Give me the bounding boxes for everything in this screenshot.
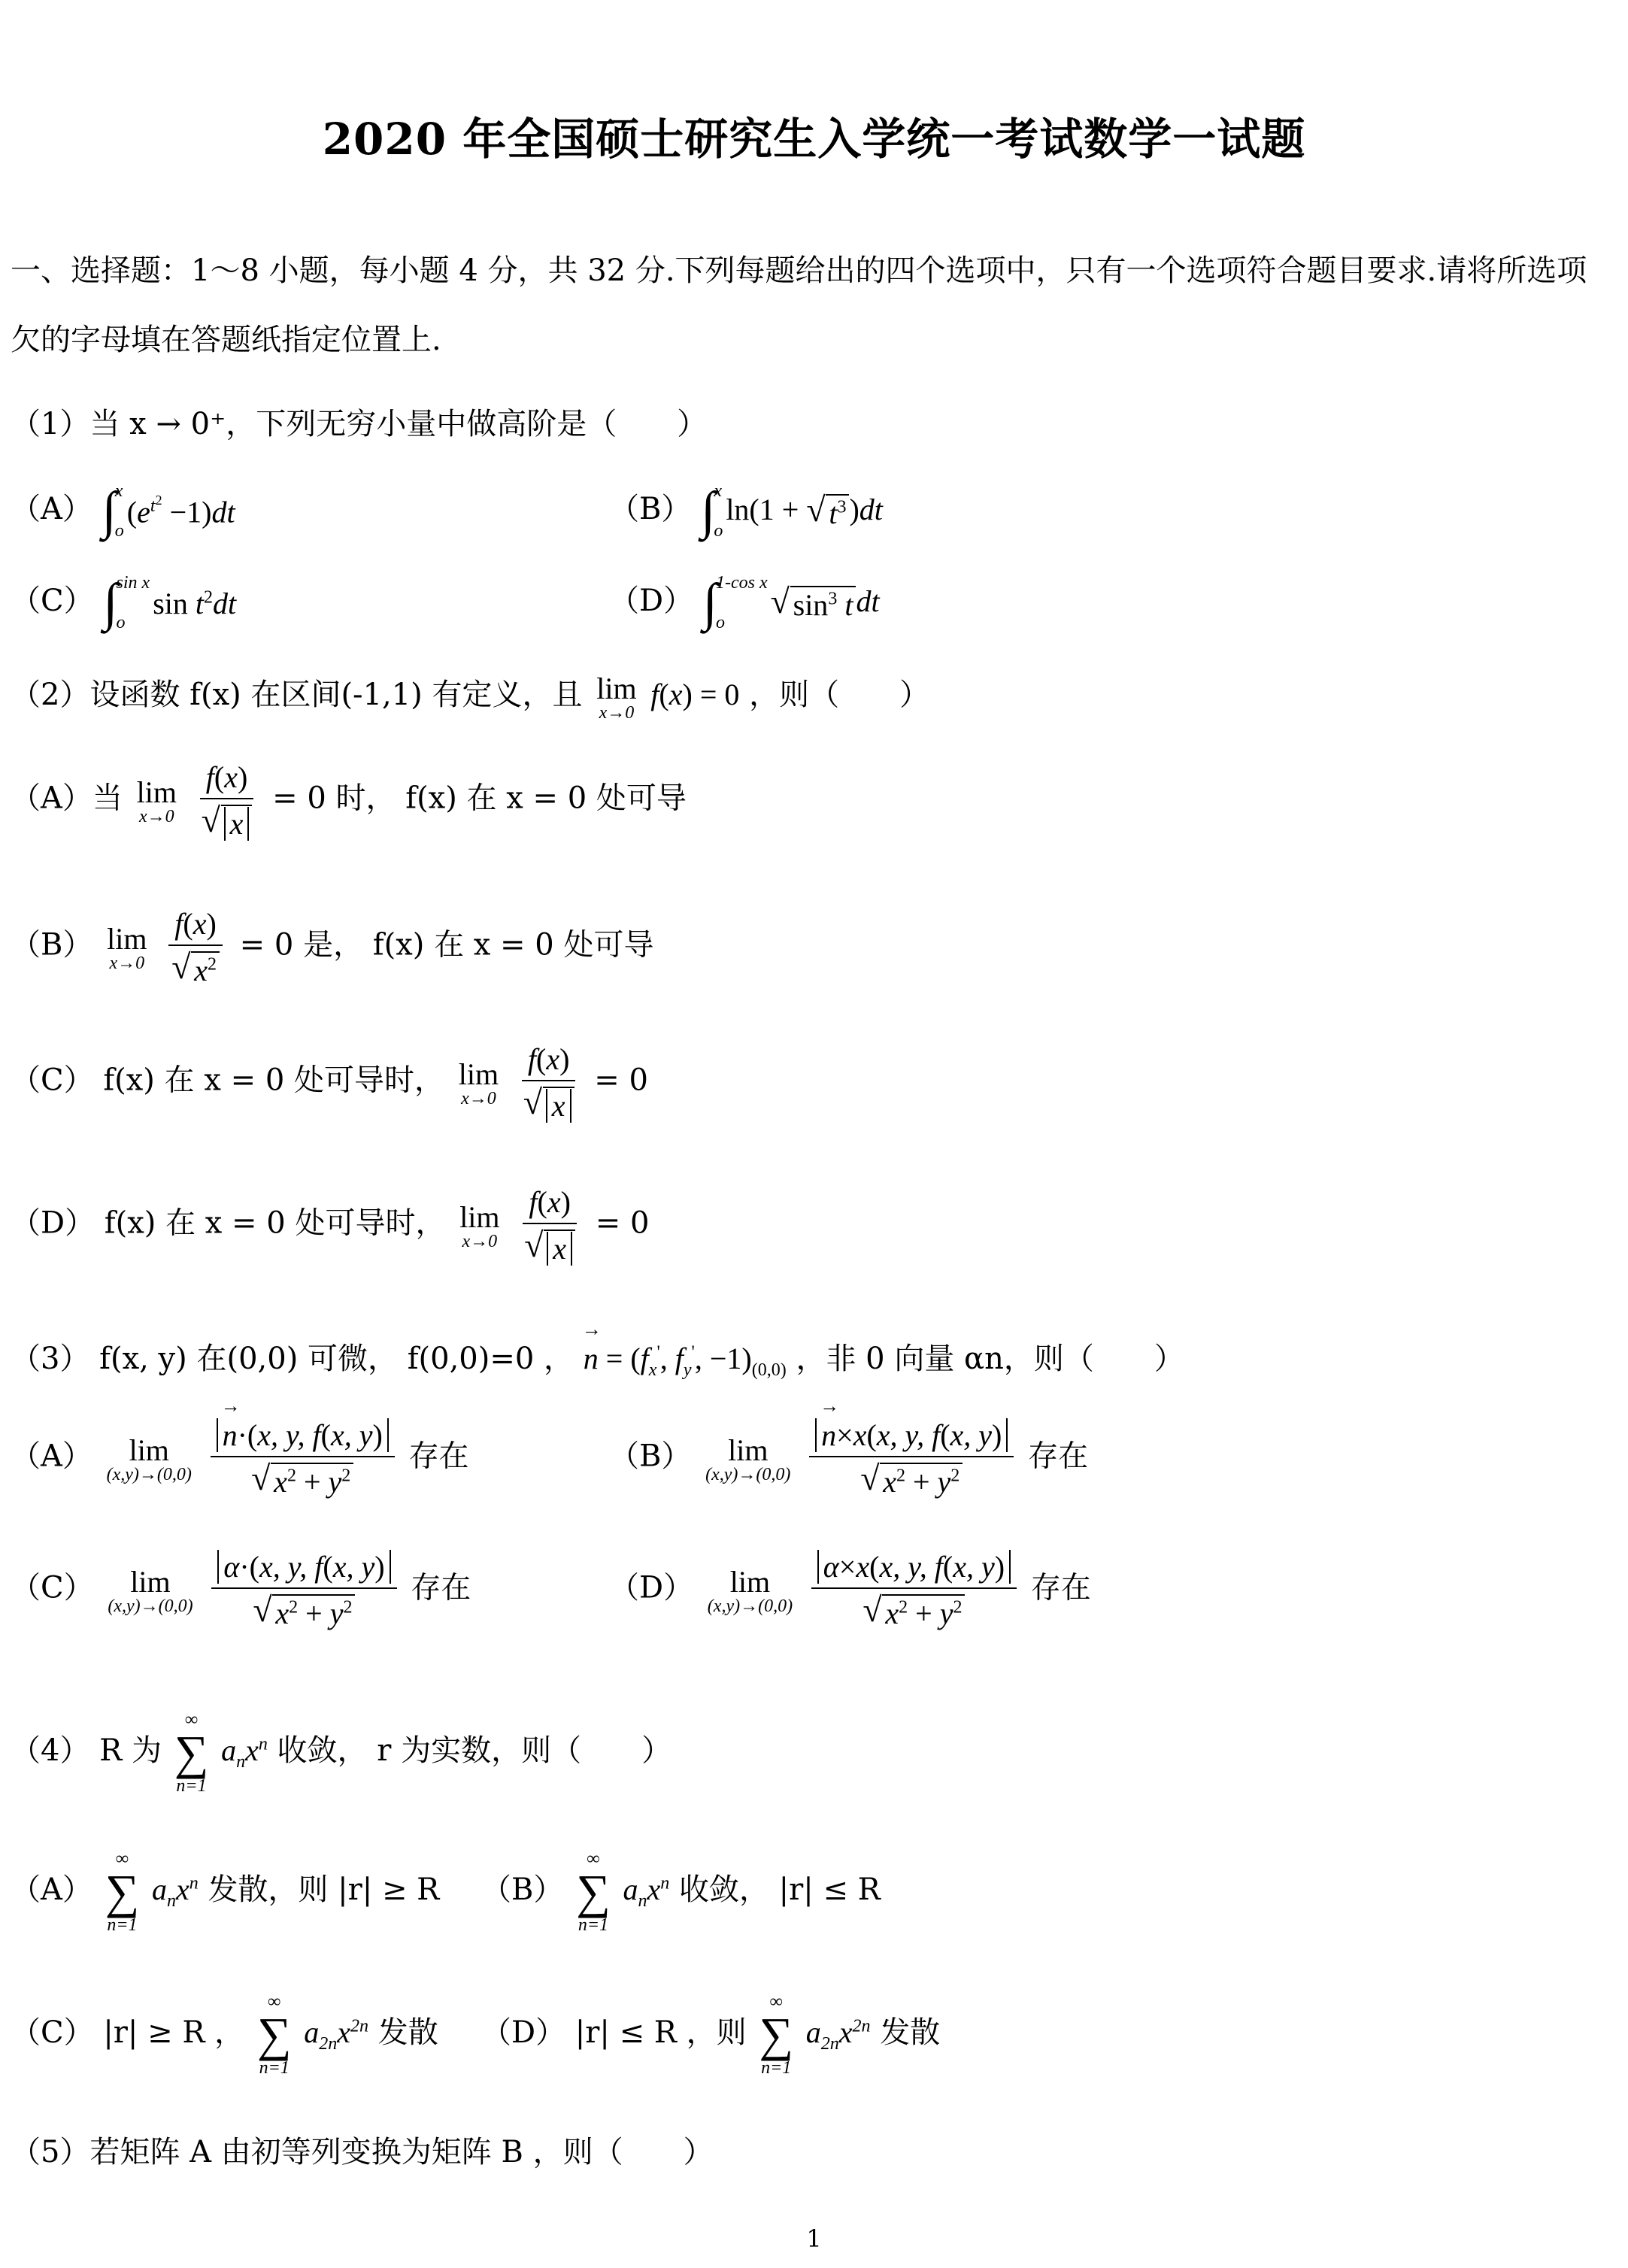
q1-a-formula: ∫ x o $(e^{t^2} -1)dt$ (102, 481, 235, 541)
page-title: 2020 年全国硕士研究生入学统一考试数学一试题 (322, 114, 1306, 165)
q1-c-label: （C） (11, 584, 94, 618)
q1-option-d (609, 573, 880, 633)
section-heading-line1: 一、选择题：1～8 小题，每小题 4 分，共 32 分.下列每题给出的四个选项中，只有一个选项符合题目要求.请将所选项 (11, 253, 1587, 288)
q1-stem: （1）当 x → 0⁺，下列无穷小量中做高阶是（ ） (11, 407, 708, 441)
q3-option-a: （A） lim (x,y)→(0,0) → n·(x, y, f(x, y) √ $x^2 + y^2$ 存在 (11, 1418, 469, 1499)
q2-option-c: （C） f(x) 在 x = 0 处可导时， lim x→0 f(x) √ x = 0 (11, 1042, 648, 1123)
q3-option-c: （C） lim (x,y)→(0,0) α·(x, y, f(x, y) √ $x^2 + y^2$ 存在 (11, 1549, 471, 1631)
q1-b-label: （B） (609, 492, 692, 526)
q3-option-b: （B） lim (x,y)→(0,0) → n×x(x, y, f(x, y) √ $x^2 + y^2$ 存在 (609, 1418, 1088, 1499)
q1-d-formula: ∫ 1-cos x o √ $\sin^3 t$ dt (703, 573, 880, 633)
q4-option-b: （B） ∞ ∑ n=1 $a_nx^n$ 收敛， |r| ≤ R (481, 1849, 881, 1935)
q1-option-b (609, 481, 883, 541)
q2-stem: （2）设函数 f(x) 在区间(-1,1) 有定义，且 lim x→0 f(x) = 0 ，则（ ） (11, 672, 930, 723)
q1-a-label: （A） (11, 492, 92, 526)
q2-option-d: （D） f(x) 在 x = 0 处可导时， lim x→0 f(x) √ x = 0 (11, 1184, 649, 1266)
q4-option-a: （A） ∞ ∑ n=1 $a_nx^n$ 发散，则 |r| ≥ R (11, 1849, 440, 1935)
section-heading-line2: 欠的字母填在答题纸指定位置上. (11, 323, 441, 357)
q4-option-c: （C） |r| ≥ R ， ∞ ∑ n=1 $a_{2n}x^{2n}$ 发散 (11, 1992, 438, 2078)
q1-c-formula: ∫ sin x o $\sin t^2dt$ (103, 573, 237, 632)
q4-option-d: （D） |r| ≤ R ，则 ∞ ∑ n=1 $a_{2n}x^{2n}$ 发散 (481, 1992, 941, 2078)
q3-option-d: （D） lim (x,y)→(0,0) α×x(x, y, f(x, y) √ $x^2 + y^2$ 存在 (609, 1549, 1091, 1631)
q2-option-b: （B） lim x→0 f(x) √ $x^2$ = 0 是， f(x) 在 x = 0 处可导 (11, 906, 653, 988)
q1-d-label: （D） (609, 584, 694, 618)
q4-stem: （4） R 为 ∞ ∑ n=1 $a_nx^n$ 收敛， r 为实数，则（ ） (11, 1710, 672, 1796)
q2-stem-limit: lim x→0 (596, 672, 637, 723)
q5-stem: （5）若矩阵 A 由初等列变换为矩阵 B ，则（ ） (11, 2135, 714, 2169)
q3-stem: （3） f(x, y) 在(0,0) 可微， f(0,0)=0 ， → $n = (f_x'$, $f_y'$, $-1)_{(0,0)}$ ，非 0 向量 αn，则（ ） (11, 1335, 1184, 1381)
q2-option-a: （A）当 lim x→0 f(x) √ x = 0 时， f(x) 在 x = 0 处可导 (11, 760, 687, 841)
page-number: 1 (806, 2224, 822, 2253)
q1-b-formula: ∫ x o ln(1 + √ $t^3$ )dt (701, 481, 883, 541)
q1-option-c (11, 573, 236, 633)
q1-option-a (11, 481, 235, 541)
